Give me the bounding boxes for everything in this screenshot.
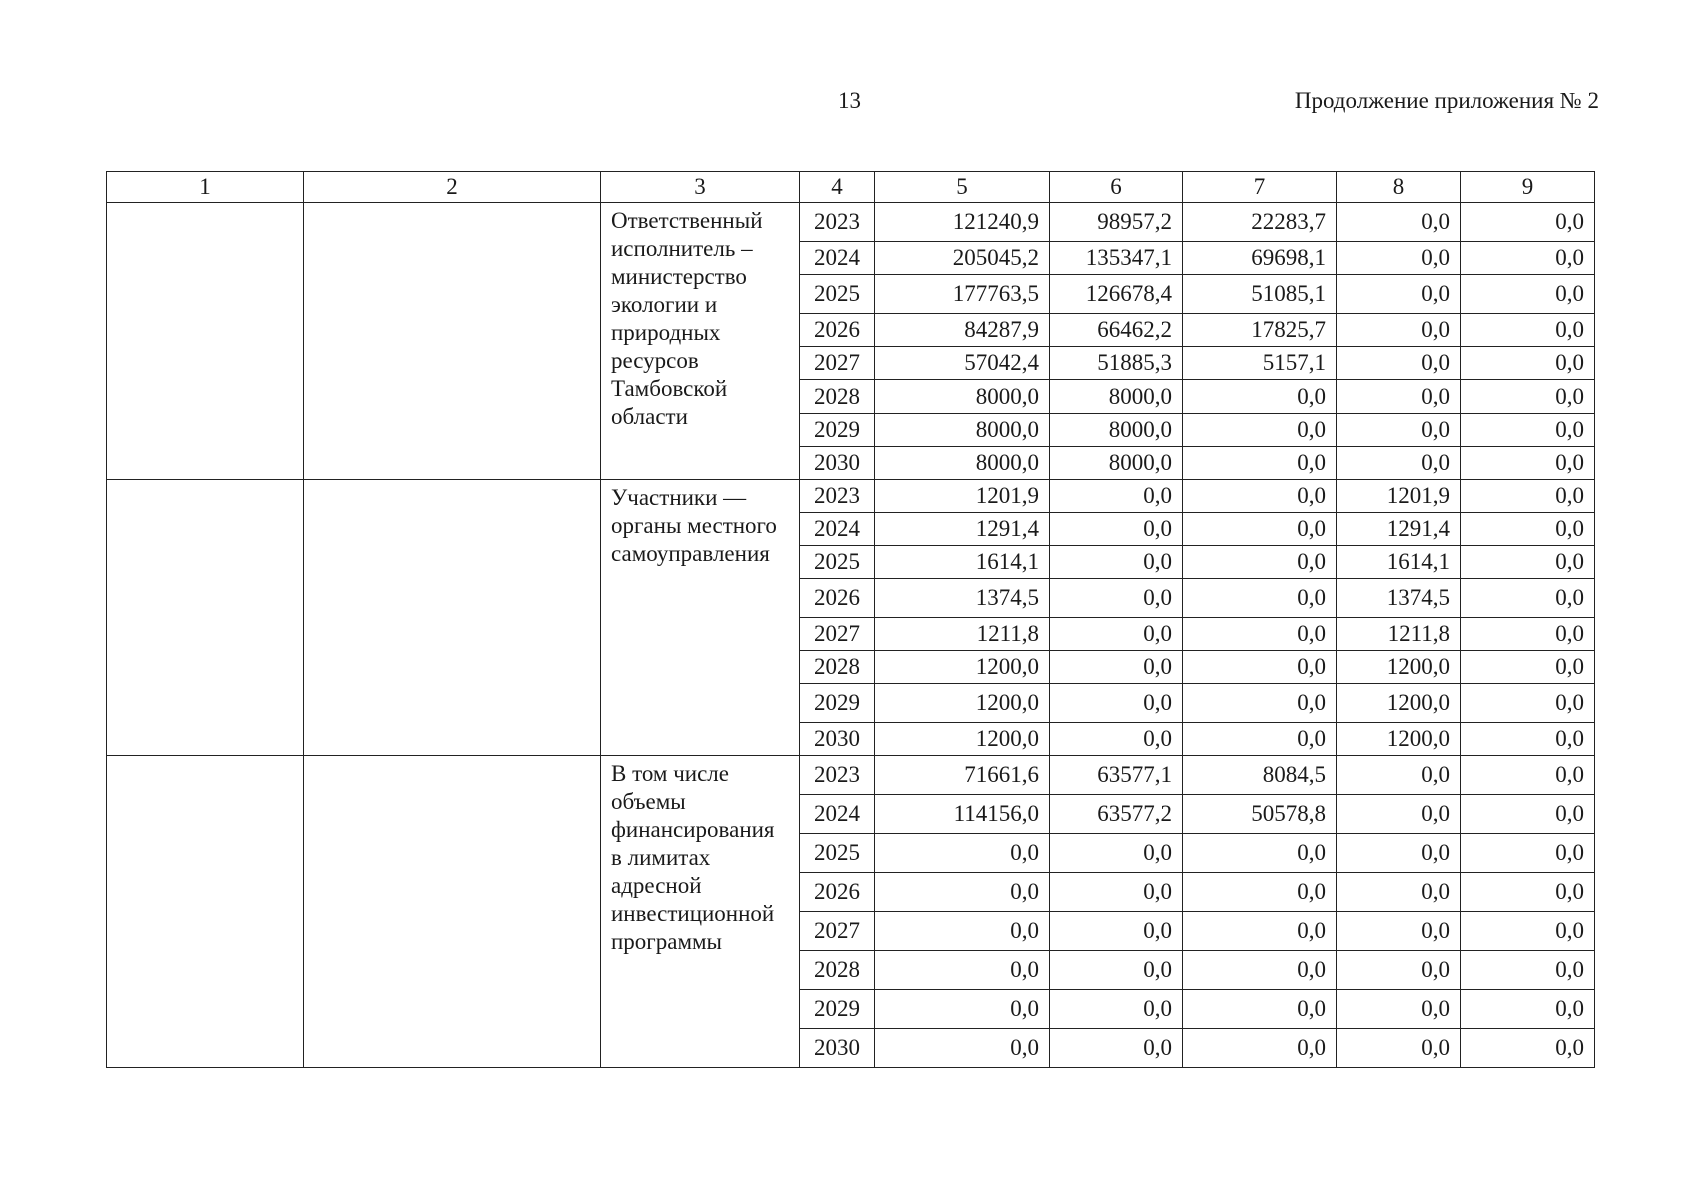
- empty-cell-col1: [107, 203, 304, 480]
- year-cell: 2024: [800, 513, 875, 546]
- amount-cell: 0,0: [875, 951, 1050, 990]
- amount-cell: 0,0: [1183, 951, 1337, 990]
- amount-cell: 0,0: [1337, 203, 1461, 242]
- amount-cell: 0,0: [875, 873, 1050, 912]
- amount-cell: 0,0: [1050, 513, 1183, 546]
- amount-cell: 1374,5: [875, 579, 1050, 618]
- column-header: 8: [1337, 172, 1461, 203]
- amount-cell: 1614,1: [875, 546, 1050, 579]
- amount-cell: 98957,2: [1050, 203, 1183, 242]
- amount-cell: 0,0: [1337, 795, 1461, 834]
- group-label: Ответственный исполнитель – министерство экологии и природных ресурсов Тамбовской области: [601, 203, 800, 480]
- column-header: 1: [107, 172, 304, 203]
- year-cell: 2030: [800, 1029, 875, 1068]
- amount-cell: 0,0: [1050, 912, 1183, 951]
- amount-cell: 63577,2: [1050, 795, 1183, 834]
- empty-cell-col2: [304, 756, 601, 1068]
- amount-cell: 1200,0: [875, 684, 1050, 723]
- amount-cell: 8000,0: [875, 414, 1050, 447]
- amount-cell: 0,0: [1337, 990, 1461, 1029]
- amount-cell: 114156,0: [875, 795, 1050, 834]
- amount-cell: 0,0: [1183, 380, 1337, 414]
- empty-cell-col2: [304, 203, 601, 480]
- amount-cell: 8000,0: [1050, 414, 1183, 447]
- amount-cell: 0,0: [1183, 447, 1337, 480]
- amount-cell: 0,0: [1183, 651, 1337, 684]
- amount-cell: 1291,4: [1337, 513, 1461, 546]
- amount-cell: 0,0: [1337, 951, 1461, 990]
- amount-cell: 0,0: [1461, 447, 1595, 480]
- amount-cell: 1374,5: [1337, 579, 1461, 618]
- empty-cell-col1: [107, 480, 304, 756]
- table-row: [107, 203, 1595, 242]
- amount-cell: 0,0: [1183, 513, 1337, 546]
- amount-cell: 0,0: [1183, 873, 1337, 912]
- year-cell: 2026: [800, 314, 875, 347]
- amount-cell: 8000,0: [875, 380, 1050, 414]
- amount-cell: 0,0: [1461, 347, 1595, 380]
- amount-cell: 0,0: [1183, 618, 1337, 651]
- amount-cell: 0,0: [1461, 380, 1595, 414]
- year-cell: 2027: [800, 347, 875, 380]
- amount-cell: 1200,0: [875, 651, 1050, 684]
- amount-cell: 0,0: [1337, 912, 1461, 951]
- amount-cell: 0,0: [1183, 579, 1337, 618]
- amount-cell: 0,0: [1461, 203, 1595, 242]
- amount-cell: 0,0: [1050, 579, 1183, 618]
- amount-cell: 8000,0: [1050, 380, 1183, 414]
- amount-cell: 0,0: [1337, 347, 1461, 380]
- column-header: 3: [601, 172, 800, 203]
- amount-cell: 205045,2: [875, 242, 1050, 275]
- appendix-continuation-label: Продолжение приложения № 2: [1294, 88, 1599, 113]
- amount-cell: 0,0: [1461, 275, 1595, 314]
- amount-cell: 84287,9: [875, 314, 1050, 347]
- amount-cell: 71661,6: [875, 756, 1050, 795]
- amount-cell: 0,0: [1050, 651, 1183, 684]
- amount-cell: 1291,4: [875, 513, 1050, 546]
- amount-cell: 17825,7: [1183, 314, 1337, 347]
- year-cell: 2024: [800, 242, 875, 275]
- amount-cell: 51085,1: [1183, 275, 1337, 314]
- group-label: В том числе объемы финансирования в лимитах адресной инвестиционной программы: [601, 756, 800, 1068]
- amount-cell: 0,0: [1183, 414, 1337, 447]
- year-cell: 2026: [800, 579, 875, 618]
- amount-cell: 0,0: [1461, 579, 1595, 618]
- amount-cell: 1200,0: [1337, 723, 1461, 756]
- amount-cell: 0,0: [1050, 990, 1183, 1029]
- column-header: 5: [875, 172, 1050, 203]
- amount-cell: 0,0: [1461, 912, 1595, 951]
- amount-cell: 0,0: [1183, 480, 1337, 513]
- amount-cell: 0,0: [1050, 834, 1183, 873]
- amount-cell: 0,0: [1461, 414, 1595, 447]
- amount-cell: 0,0: [1337, 873, 1461, 912]
- amount-cell: 0,0: [1337, 275, 1461, 314]
- amount-cell: 51885,3: [1050, 347, 1183, 380]
- amount-cell: 1211,8: [1337, 618, 1461, 651]
- year-cell: 2029: [800, 684, 875, 723]
- amount-cell: 177763,5: [875, 275, 1050, 314]
- amount-cell: 57042,4: [875, 347, 1050, 380]
- column-header: 4: [800, 172, 875, 203]
- year-cell: 2024: [800, 795, 875, 834]
- amount-cell: 0,0: [1461, 242, 1595, 275]
- amount-cell: 0,0: [1183, 990, 1337, 1029]
- amount-cell: 0,0: [1337, 380, 1461, 414]
- year-cell: 2030: [800, 447, 875, 480]
- amount-cell: 0,0: [1050, 1029, 1183, 1068]
- amount-cell: 0,0: [1461, 834, 1595, 873]
- amount-cell: 1614,1: [1337, 546, 1461, 579]
- amount-cell: 1201,9: [875, 480, 1050, 513]
- amount-cell: 0,0: [875, 912, 1050, 951]
- amount-cell: 0,0: [1337, 447, 1461, 480]
- amount-cell: 0,0: [1461, 651, 1595, 684]
- group-label: Участники — органы местного самоуправления: [601, 480, 800, 756]
- amount-cell: 0,0: [1461, 795, 1595, 834]
- amount-cell: 0,0: [1461, 546, 1595, 579]
- amount-cell: 0,0: [1183, 684, 1337, 723]
- amount-cell: 0,0: [1461, 873, 1595, 912]
- amount-cell: 0,0: [1461, 513, 1595, 546]
- year-cell: 2025: [800, 275, 875, 314]
- amount-cell: 1200,0: [875, 723, 1050, 756]
- amount-cell: 0,0: [1461, 990, 1595, 1029]
- amount-cell: 0,0: [1050, 873, 1183, 912]
- year-cell: 2030: [800, 723, 875, 756]
- amount-cell: 0,0: [1337, 242, 1461, 275]
- amount-cell: 0,0: [1461, 480, 1595, 513]
- amount-cell: 63577,1: [1050, 756, 1183, 795]
- year-cell: 2025: [800, 546, 875, 579]
- amount-cell: 0,0: [1050, 618, 1183, 651]
- table-row: [107, 756, 1595, 795]
- year-cell: 2027: [800, 618, 875, 651]
- amount-cell: 22283,7: [1183, 203, 1337, 242]
- amount-cell: 0,0: [1337, 314, 1461, 347]
- column-number-row: [107, 172, 1595, 203]
- amount-cell: 0,0: [1183, 834, 1337, 873]
- amount-cell: 0,0: [1461, 618, 1595, 651]
- amount-cell: 8084,5: [1183, 756, 1337, 795]
- amount-cell: 66462,2: [1050, 314, 1183, 347]
- amount-cell: 1201,9: [1337, 480, 1461, 513]
- amount-cell: 0,0: [1050, 951, 1183, 990]
- amount-cell: 1200,0: [1337, 684, 1461, 723]
- amount-cell: 69698,1: [1183, 242, 1337, 275]
- column-header: 2: [304, 172, 601, 203]
- page-number: 13: [838, 88, 861, 113]
- amount-cell: 0,0: [1050, 480, 1183, 513]
- amount-cell: 0,0: [875, 1029, 1050, 1068]
- amount-cell: 1211,8: [875, 618, 1050, 651]
- amount-cell: 0,0: [875, 990, 1050, 1029]
- amount-cell: 5157,1: [1183, 347, 1337, 380]
- column-header: 7: [1183, 172, 1337, 203]
- amount-cell: 0,0: [1050, 723, 1183, 756]
- column-header: 9: [1461, 172, 1595, 203]
- amount-cell: 0,0: [875, 834, 1050, 873]
- amount-cell: 0,0: [1183, 1029, 1337, 1068]
- amount-cell: 0,0: [1337, 414, 1461, 447]
- amount-cell: 0,0: [1050, 684, 1183, 723]
- amount-cell: 0,0: [1461, 723, 1595, 756]
- empty-cell-col2: [304, 480, 601, 756]
- year-cell: 2023: [800, 756, 875, 795]
- amount-cell: 121240,9: [875, 203, 1050, 242]
- amount-cell: 0,0: [1337, 1029, 1461, 1068]
- year-cell: 2028: [800, 651, 875, 684]
- amount-cell: 0,0: [1337, 834, 1461, 873]
- amount-cell: 0,0: [1461, 314, 1595, 347]
- financing-table: [106, 171, 1595, 1068]
- amount-cell: 50578,8: [1183, 795, 1337, 834]
- year-cell: 2028: [800, 380, 875, 414]
- year-cell: 2023: [800, 480, 875, 513]
- amount-cell: 0,0: [1461, 951, 1595, 990]
- amount-cell: 126678,4: [1050, 275, 1183, 314]
- year-cell: 2026: [800, 873, 875, 912]
- table-row: [107, 480, 1595, 513]
- amount-cell: 8000,0: [1050, 447, 1183, 480]
- amount-cell: 0,0: [1050, 546, 1183, 579]
- amount-cell: 8000,0: [875, 447, 1050, 480]
- year-cell: 2029: [800, 414, 875, 447]
- amount-cell: 0,0: [1183, 912, 1337, 951]
- year-cell: 2027: [800, 912, 875, 951]
- amount-cell: 135347,1: [1050, 242, 1183, 275]
- year-cell: 2028: [800, 951, 875, 990]
- amount-cell: 0,0: [1461, 1029, 1595, 1068]
- amount-cell: 0,0: [1337, 756, 1461, 795]
- amount-cell: 0,0: [1183, 723, 1337, 756]
- year-cell: 2029: [800, 990, 875, 1029]
- amount-cell: 1200,0: [1337, 651, 1461, 684]
- amount-cell: 0,0: [1461, 684, 1595, 723]
- year-cell: 2025: [800, 834, 875, 873]
- year-cell: 2023: [800, 203, 875, 242]
- amount-cell: 0,0: [1461, 756, 1595, 795]
- empty-cell-col1: [107, 756, 304, 1068]
- column-header: 6: [1050, 172, 1183, 203]
- amount-cell: 0,0: [1183, 546, 1337, 579]
